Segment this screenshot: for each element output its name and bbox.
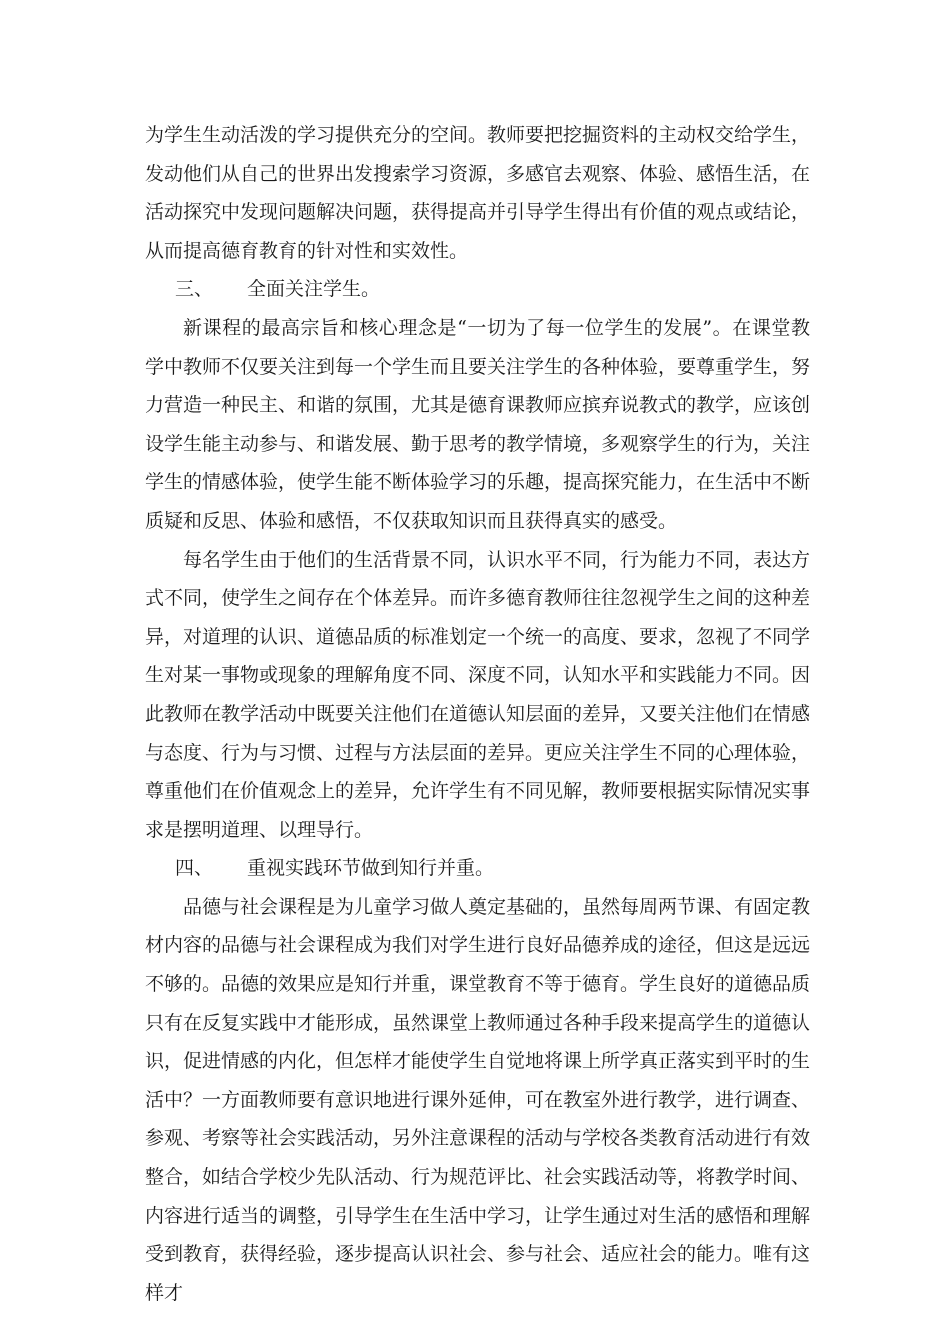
section-title: 全面关注学生。 [247,278,381,301]
document-page [145,116,810,1312]
paragraph: 新课程的最高宗旨和核心理念是“一切为了每一位学生的发展”。在课堂教学中教师不仅要关注到每一个学生而且要关注学生的各种体验，要尊重学生，努力营造一种民主、和谐的氛围，尤其是德育课教师应摈弃说教式的教学，应该创设学生能主动参与、和谐发展、勤于思考的教学情境，多观察学生的行为，关注学生的情感体验，使学生能不断体验学习的乐趣，提高探究能力，在生活中不断质疑和反思、体验和感悟，不仅获取知识而且获得真实的感受。 [145,316,811,532]
paragraph: 每名学生由于他们的生活背景不同，认识水平不同，行为能力不同，表达方式不同，使学生之间存在个体差异。而许多德育教师往往忽视学生之间的这种差异，对道理的认识、道德品质的标准划定一个统一的高度、要求，忽视了不同学生对某一事物或现象的理解角度不同、深度不同，认知水平和实践能力不同。因此教师在教学活动中既要关注他们在道德认知层面的差异，又要关注他们在情感与态度、行为与习惯、过程与方法层面的差异。更应关注学生不同的心理体验，尊重他们在价值观念上的差异，允许学生有不同见解，教师要根据实际情况实事求是摆明道理、以理导行。 [145,548,811,841]
section-heading-3 [145,270,810,309]
paragraph-continuation: 为学生生动活泼的学习提供充分的空间。教师要把挖掘资料的主动权交给学生，发动他们从自己的世界出发搜索学习资源，多感官去观察、体验、感悟生活，在活动探究中发现问题解决问题，获得提高并引导学生得出有价值的观点或结论，从而提高德育教育的针对性和实效性。 [145,124,811,262]
paragraph: 品德与社会课程是为儿童学习做人奠定基础的，虽然每周两节课、有固定教材内容的品德与社会课程成为我们对学生进行良好品德养成的途径，但这是远远不够的。品德的效果应是知行并重，课堂教育不等于德育。学生良好的道德品质只有在反复实践中才能形成，虽然课堂上教师通过各种手段来提高学生的道德认识，促进情感的内化，但怎样才能使学生自觉地将课上所学真正落实到平时的生活中？一方面教师要有意识地进行课外延伸，可在教室外进行教学，进行调查、参观、考察等社会实践活动，另外注意课程的活动与学校各类教育活动进行有效整合，如结合学校少先队活动、行为规范评比、社会实践活动等，将教学时间、内容进行适当的调整，引导学生在生活中学习，让学生通过对生活的感悟和理解受到教育，获得经验，逐步提高认识社会、参与社会、适应社会的能力。唯有这样才 [145,895,811,1304]
section-title: 重视实践环节做到知行并重。 [247,857,495,880]
section-number: 四、 [175,857,214,880]
section-number: 三、 [175,278,214,301]
section-heading-4 [145,849,810,888]
